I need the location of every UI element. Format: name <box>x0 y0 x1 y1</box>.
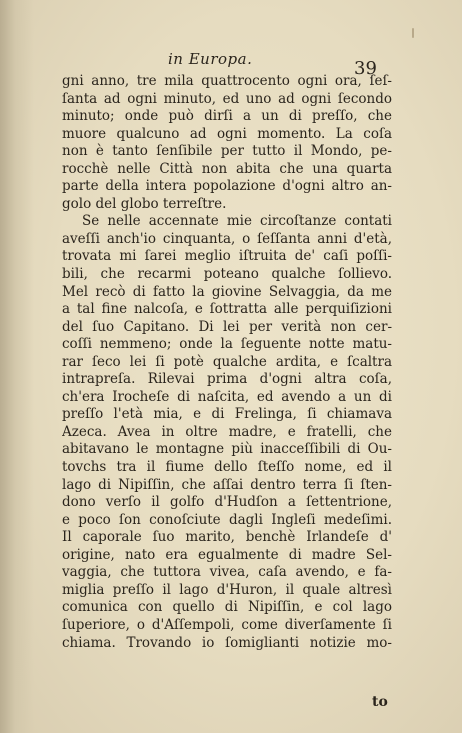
text-line: minuto; onde può dirſi a un di preſſo, che <box>62 108 392 125</box>
text-line: dono verſo il golfo d'Hudſon a ſettentrione, <box>62 494 392 511</box>
text-line: Se nelle accennate mie circoſtanze contati <box>82 213 392 230</box>
text-line: bili, che recarmi poteano qualche ſollievo. <box>62 266 392 283</box>
text-line: vaggia, che tuttora vivea, caſa avendo, e fa- <box>62 564 392 581</box>
text-line: tovchs tra il fiume dello ſteſſo nome, ed il <box>62 459 392 476</box>
running-head-title: in Europa. <box>168 50 253 68</box>
text-line: non è tanto ſenſibile per tutto il Mondo, pe- <box>62 143 392 160</box>
text-line: muore qualcuno ad ogni momento. La coſa <box>62 125 392 142</box>
text-line: origine, nato era egualmente di madre Sel- <box>62 546 392 563</box>
text-line: del ſuo Capitano. Di lei per verità non cer- <box>62 318 392 335</box>
text-line: Mel recò di fatto la giovine Selvaggia, da me <box>62 283 392 300</box>
binding-gutter-shadow <box>0 0 34 733</box>
body-text <box>62 73 392 652</box>
text-line: Il caporale ſuo marito, benchè Irlandeſe d' <box>62 529 392 546</box>
text-line: miglia preſſo il lago d'Huron, il quale altresì <box>62 581 392 598</box>
text-line: golo del globo terreſtre. <box>62 195 227 212</box>
text-line: comunica con quello di Nipiſſin, e col lago <box>62 599 392 616</box>
text-line: coſſi nemmeno; onde la ſeguente notte matu- <box>62 336 392 353</box>
text-line: ſanta ad ogni minuto, ed uno ad ogni ſecondo <box>62 90 392 107</box>
text-line: lago di Nipiſſin, che aſſai dentro terra ſi ſten- <box>62 476 392 493</box>
text-line: ch'era Irocheſe di naſcita, ed avendo a un di <box>62 388 392 405</box>
text-line: a tal fine nalcoſa, e ſottratta alle perquiſizioni <box>62 301 392 318</box>
text-line: e poco ſon conoſciute dagli Ingleſi medeſimi. <box>62 511 392 528</box>
text-line: aveſſi anch'io cinquanta, o ſeſſanta anni d'età, <box>62 230 392 247</box>
page-number: 39 <box>354 58 377 79</box>
text-line: abitavano le montagne più inacceſſibili di Ou- <box>62 441 392 458</box>
text-line: Azeca. Avea in oltre madre, e fratelli, che <box>62 423 392 440</box>
text-line: trovata mi ſarei meglio iſtruita de' caſi poſſi- <box>62 248 392 265</box>
text-line: intrapreſa. Rilevai prima d'ogni altra coſa, <box>62 371 392 388</box>
text-line: chiama. Trovando io ſomiglianti notizie mo- <box>62 634 392 651</box>
text-line: preſſo l'età mia, e di Frelinga, ſi chiamava <box>62 406 392 423</box>
text-line: ſuperiore, o d'Aſſempoli, come diverſamente ſi <box>62 616 392 633</box>
text-line: rocchè nelle Città non abita che una quarta <box>62 160 392 177</box>
running-head <box>0 0 462 80</box>
catchword: to <box>372 694 388 710</box>
text-line: gni anno, tre mila quattrocento ogni ora, ſeſ- <box>62 73 392 89</box>
text-line: parte della intera popolazione d'ogni altro an- <box>62 178 392 195</box>
text-line: rar ſeco lei ſi potè qualche ardita, e ſcaltra <box>62 353 392 370</box>
